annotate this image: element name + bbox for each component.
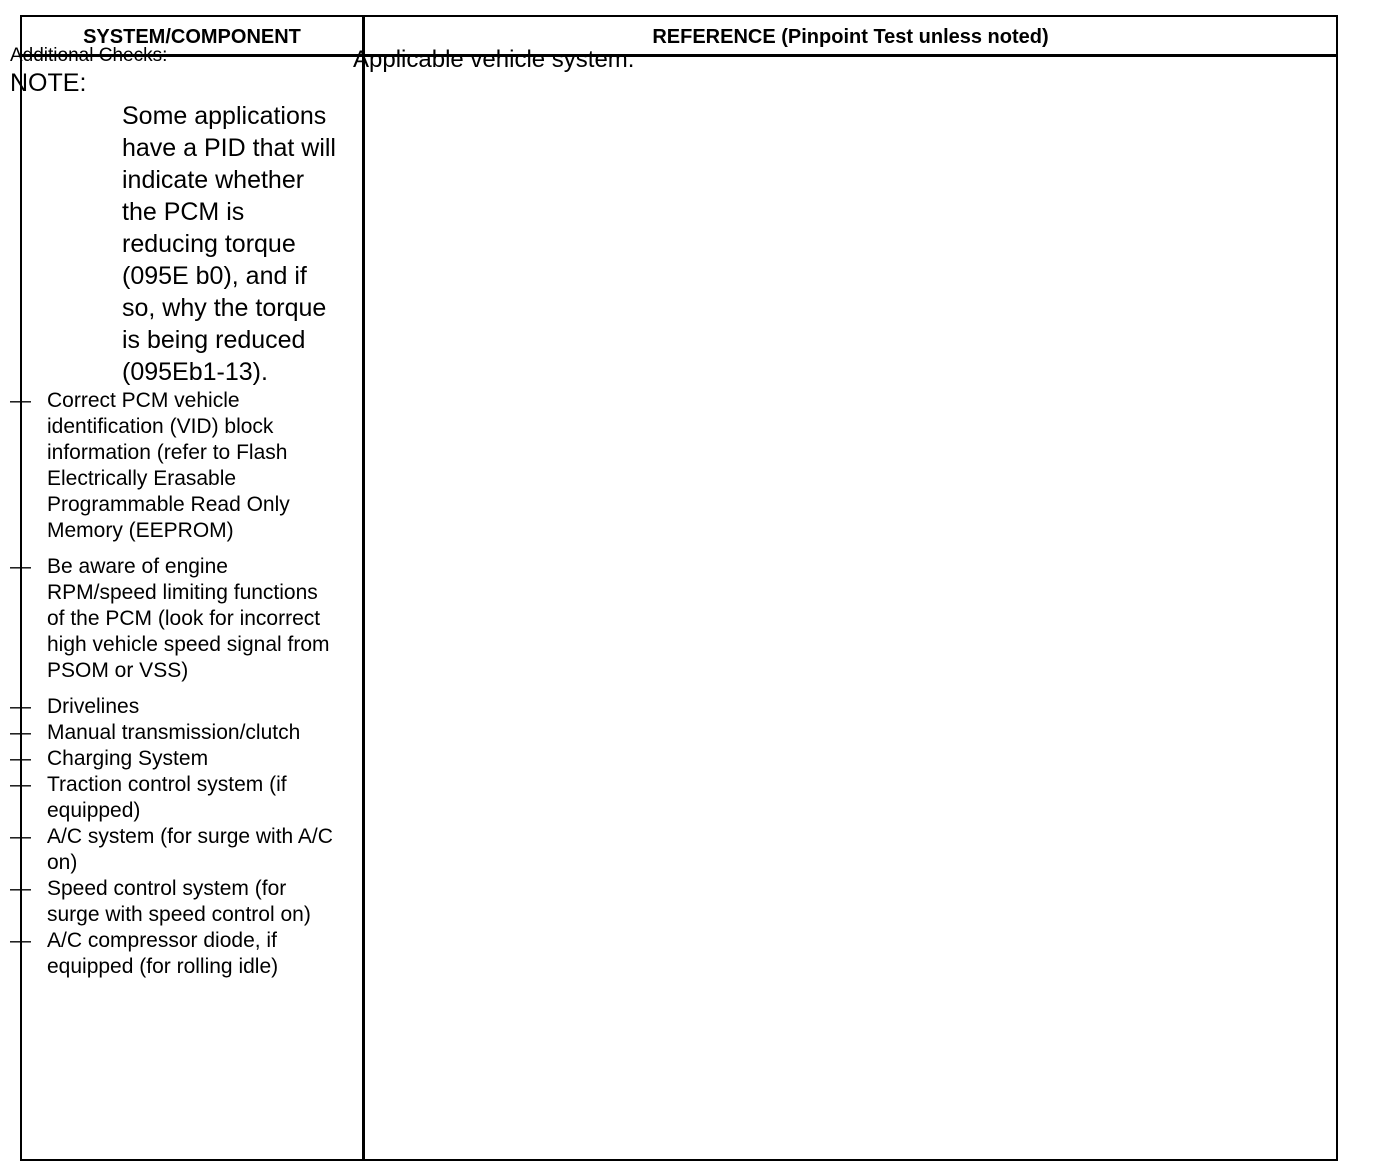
additional-checks-label: Additional Checks:: [10, 45, 168, 66]
list-item: — Traction control system (if equipped): [10, 773, 287, 822]
list-item: — Speed control system (for surge with speed control on): [10, 877, 311, 926]
list-item: — A/C system (for surge with A/C on): [10, 825, 333, 874]
header-system-component: SYSTEM/COMPONENT: [83, 26, 301, 48]
header-reference: REFERENCE (Pinpoint Test unless noted): [652, 26, 1049, 48]
list-item: — A/C compressor diode, if equipped (for rolling idle): [10, 929, 279, 978]
list-item: — Be aware of engine RPM/speed limiting functions of the PCM (look for incorrect high vehicle speed signal from PSOM or VSS): [10, 555, 330, 682]
list-item: — Charging System: [10, 747, 209, 770]
column-divider: [362, 17, 365, 1159]
checks-list: [10, 388, 338, 980]
list-item: — Correct PCM vehicle identification (VID) block information (refer to Flash Electrically Erasable Programmable Read Only Memory (EEPROM): [10, 389, 290, 542]
reference-text: Applicable vehicle system.: [353, 46, 635, 73]
note-text: Some applications have a PID that will indicate whether the PCM is reducing torque (095E b0), and if so, why the torque is being reduced (095Eb1-13).: [122, 102, 336, 386]
list-item: — Manual transmission/clutch: [10, 721, 301, 744]
system-component-cell: [10, 44, 338, 980]
note-label: NOTE:: [10, 69, 87, 97]
list-item: — Drivelines: [10, 695, 140, 718]
